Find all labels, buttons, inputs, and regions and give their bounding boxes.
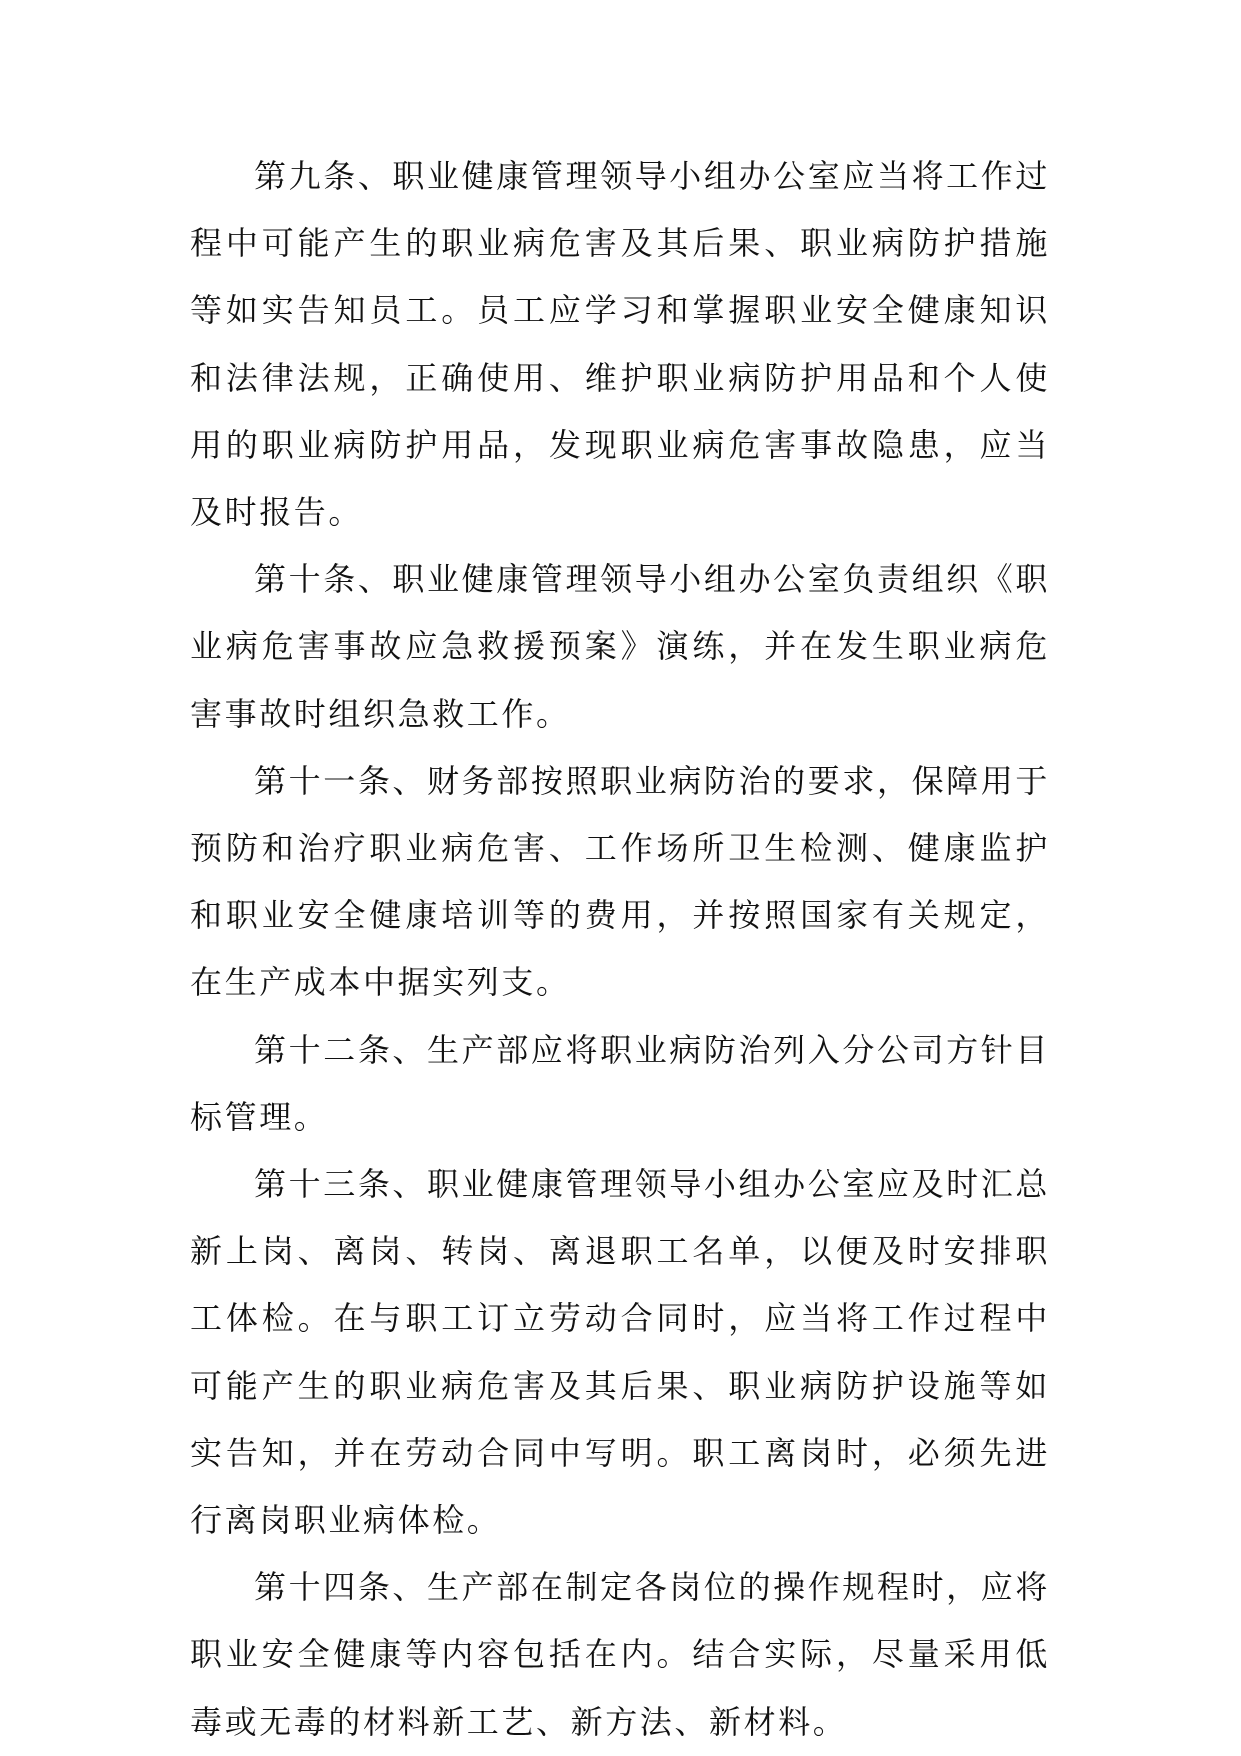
article-11-paragraph: 第十一条、财务部按照职业病防治的要求，保障用于预防和治疗职业病危害、工作场所卫生检测、健康监护和职业安全健康培训等的费用，并按照国家有关规定，在生产成本中据实列支。 xyxy=(190,761,1050,1002)
article-14-paragraph: 第十四条、生产部在制定各岗位的操作规程时，应将职业安全健康等内容包括在内。结合实际，尽量采用低毒或无毒的材料新工艺、新方法、新材料。 xyxy=(190,1568,1050,1741)
article-10-paragraph: 第十条、职业健康管理领导小组办公室负责组织《职业病危害事故应急救援预案》演练，并在发生职业病危害事故时组织急救工作。 xyxy=(190,560,1050,733)
document-page xyxy=(190,143,1050,1756)
article-9-paragraph: 第九条、职业健康管理领导小组办公室应当将工作过程中可能产生的职业病危害及其后果、职业病防护措施等如实告知员工。员工应学习和掌握职业安全健康知识和法律法规，正确使用、维护职业病防护用品和个人使用的职业病防护用品，发现职业病危害事故隐患，应当及时报告。 xyxy=(190,157,1050,532)
article-12-paragraph: 第十二条、生产部应将职业病防治列入分公司方针目标管理。 xyxy=(190,1030,1050,1136)
article-13-paragraph: 第十三条、职业健康管理领导小组办公室应及时汇总新上岗、离岗、转岗、离退职工名单，以便及时安排职工体检。在与职工订立劳动合同时，应当将工作过程中可能产生的职业病危害及其后果、职业病防护设施等如实告知，并在劳动合同中写明。职工离岗时，必须先进行离岗职业病体检。 xyxy=(190,1165,1050,1540)
